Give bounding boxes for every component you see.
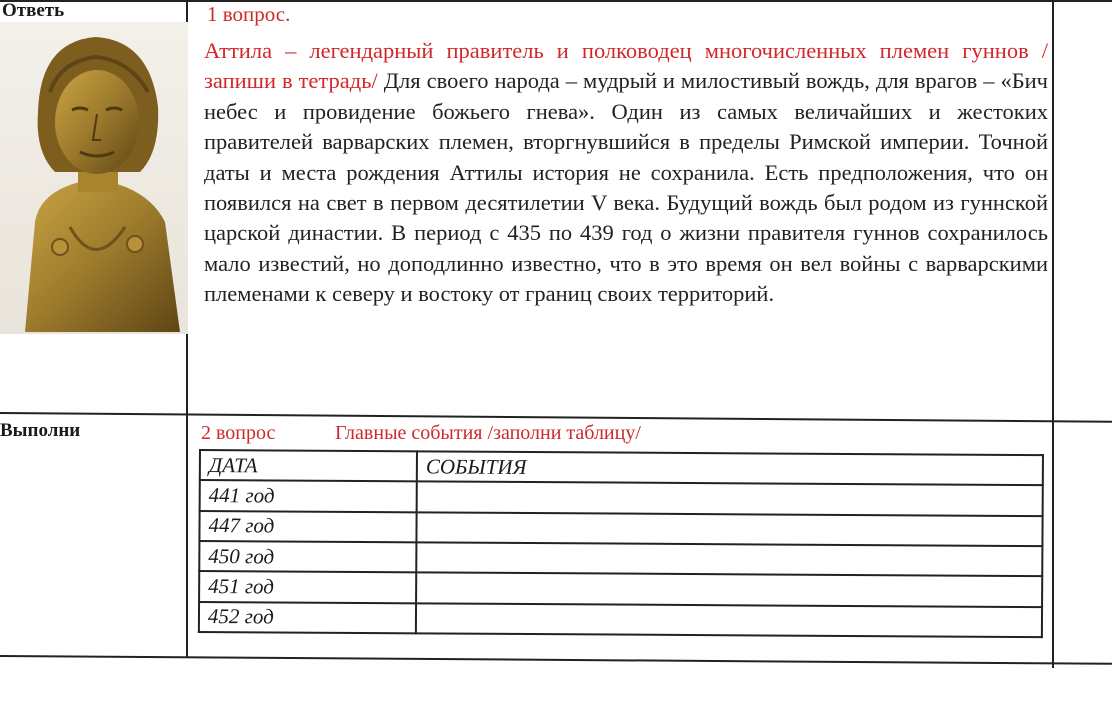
bottom-border bbox=[0, 655, 1112, 665]
date-cell: 441 год bbox=[200, 480, 417, 512]
date-cell: 450 год bbox=[199, 541, 416, 573]
event-cell[interactable] bbox=[417, 482, 1043, 516]
header-date: ДАТА bbox=[200, 450, 417, 482]
events-table bbox=[198, 449, 1044, 638]
question2-title: Главные события /заполни таблицу/ bbox=[335, 422, 641, 444]
top-border bbox=[0, 0, 1112, 2]
date-cell: 447 год bbox=[199, 511, 416, 543]
question2-number: 2 вопрос bbox=[201, 422, 276, 444]
event-cell[interactable] bbox=[416, 603, 1042, 637]
question1-red-text: Аттила – легендарный правитель и полководец многочисленных племен гуннов /запиши в тетрадь/ bbox=[204, 38, 1048, 94]
date-cell: 451 год bbox=[199, 571, 416, 603]
question1-title: 1 вопрос. bbox=[207, 2, 291, 26]
date-cell: 452 год bbox=[199, 602, 416, 634]
table-row bbox=[199, 602, 1042, 638]
answer-label: Ответь bbox=[2, 0, 65, 21]
question1-body-text: Для своего народа – мудрый и милостивый вождь, для врагов – «Бич небес и провидение божьего гнева». Один из самых величайших и жестоких правителей варварских племен, вторгнувшийся в пределы Римской империи. Точной даты и места рождения Аттилы история не сохранила. Есть предположения, что он появился на свет в первом десятилетии V века. Будущий вождь был родом из гуннской царской династии. В период с 435 по 439 год о жизни правителя гуннов сохранилось мало известий, но доподлинно известно, что в это время он вел войны с варварскими племенами к северу и востоку от границ своих территорий. bbox=[204, 68, 1048, 307]
question1-text bbox=[204, 36, 1048, 310]
event-cell[interactable] bbox=[416, 542, 1042, 576]
attila-bust-image bbox=[0, 22, 188, 334]
do-label: Выполни bbox=[0, 420, 81, 441]
right-column-divider bbox=[1052, 0, 1054, 668]
header-events: СОБЫТИЯ bbox=[417, 451, 1043, 485]
event-cell[interactable] bbox=[416, 512, 1042, 546]
event-cell[interactable] bbox=[416, 573, 1042, 607]
